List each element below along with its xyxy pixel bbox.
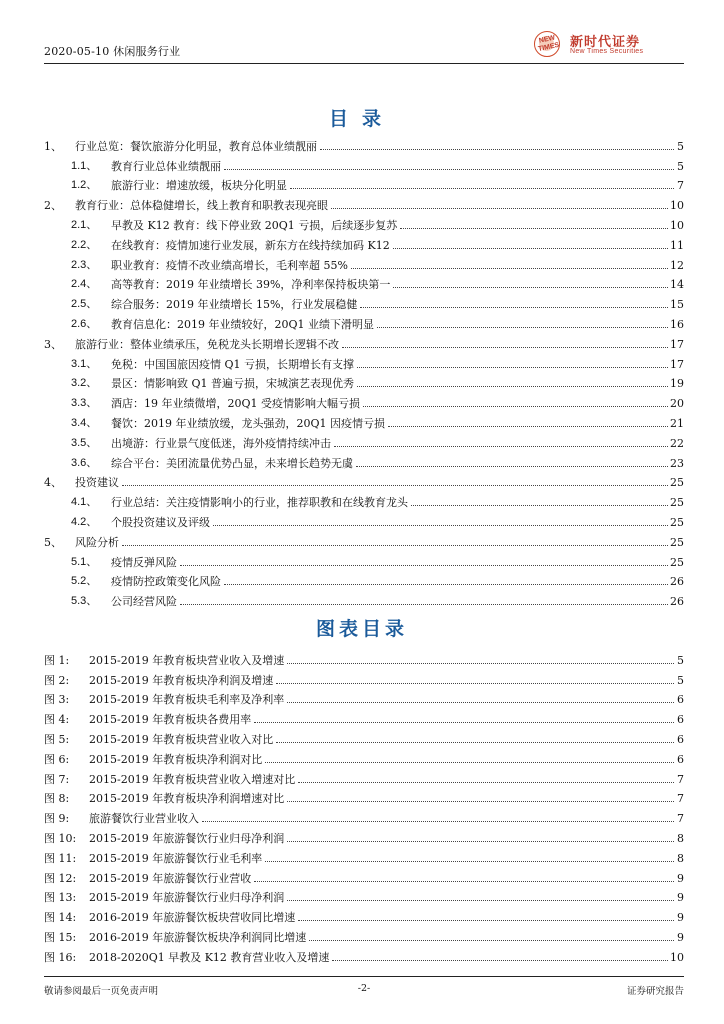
entry-number: 3.5、 (71, 436, 98, 449)
toc-entry[interactable] (44, 549, 684, 569)
dot-leader (180, 604, 668, 605)
entry-label: 旅游餐饮行业营业收入 (89, 812, 199, 826)
toc-entry[interactable] (44, 569, 684, 589)
entry-page: 5 (677, 653, 684, 667)
figure-entry[interactable] (44, 647, 684, 667)
logo-english-name: New Times Securities (570, 48, 644, 55)
dot-leader (393, 287, 668, 288)
dot-leader (400, 228, 668, 229)
entry-number: 3.3、 (71, 397, 98, 410)
entry-number: 2.5、 (71, 298, 98, 311)
toc-entry[interactable] (44, 509, 684, 529)
figure-entry[interactable] (44, 885, 684, 905)
figure-entry[interactable] (44, 706, 684, 726)
entry-number: 3.2、 (71, 377, 98, 390)
entry-number: 图 7: (44, 772, 70, 786)
entry-number: 4.1、 (71, 496, 98, 509)
entry-label: 高等教育：2019 年业绩增长 39%，净利率保持板块第一 (111, 278, 391, 292)
toc-entry[interactable] (44, 252, 684, 272)
toc-entry[interactable] (44, 331, 684, 351)
entry-label: 教育行业：总体稳健增长，线上教育和职教表现亮眼 (75, 199, 328, 213)
toc-entry[interactable] (44, 588, 684, 608)
entry-label: 风险分析 (75, 535, 119, 549)
entry-label: 行业总结：关注疫情影响小的行业，推荐职教和在线教育龙头 (111, 496, 408, 510)
toc-entry[interactable] (44, 371, 684, 391)
entry-page: 6 (677, 693, 684, 707)
footer-page-number: -2- (357, 983, 371, 994)
entry-page: 6 (677, 752, 684, 766)
entry-page: 9 (677, 911, 684, 925)
entry-page: 8 (677, 851, 684, 865)
dot-leader (254, 722, 674, 723)
entry-page: 10 (670, 199, 684, 213)
entry-label: 出境游：行业景气度低迷，海外疫情持续冲击 (111, 436, 331, 450)
figure-entry[interactable] (44, 687, 684, 707)
entry-label: 酒店：19 年业绩微增，20Q1 受疫情影响大幅亏损 (111, 397, 361, 411)
dot-leader (202, 821, 674, 822)
dot-leader (122, 485, 668, 486)
entry-label: 早教及 K12 教育：线下停业致 20Q1 亏损，后续逐步复苏 (111, 218, 398, 232)
entry-page: 21 (670, 416, 684, 430)
dot-leader (287, 702, 674, 703)
entry-label: 疫情防控政策变化风险 (111, 575, 221, 589)
entry-label: 2015-2019 年旅游餐饮行业归母净利润 (89, 831, 285, 845)
entry-label: 教育信息化：2019 年业绩较好，20Q1 业绩下滑明显 (111, 317, 374, 331)
entry-label: 2015-2019 年教育板块营业收入对比 (89, 732, 274, 746)
entry-number: 图 12: (44, 871, 77, 885)
dot-leader (377, 327, 668, 328)
dot-leader (298, 920, 674, 921)
entry-page: 5 (677, 159, 684, 173)
entry-label: 行业总览：餐饮旅游分化明显，教育总体业绩靓丽 (75, 139, 317, 153)
entry-page: 10 (670, 950, 684, 964)
dot-leader (309, 940, 674, 941)
toc-entry[interactable] (44, 291, 684, 311)
entry-page: 23 (670, 456, 684, 470)
entry-page: 15 (670, 298, 684, 312)
dot-leader (276, 742, 674, 743)
dot-leader (213, 525, 668, 526)
page-header (44, 30, 684, 64)
dot-leader (332, 960, 668, 961)
entry-number: 2.2、 (71, 238, 98, 251)
entry-page: 12 (670, 258, 684, 272)
dot-leader (360, 307, 668, 308)
entry-number: 1.2、 (71, 179, 98, 192)
dot-leader (334, 446, 668, 447)
figure-entry[interactable] (44, 766, 684, 786)
entry-number: 3.1、 (71, 357, 98, 370)
dot-leader (287, 663, 674, 664)
entry-number: 图 10: (44, 831, 77, 845)
dot-leader (265, 861, 674, 862)
entry-number: 图 8: (44, 792, 70, 806)
toc-entry[interactable] (44, 390, 684, 410)
dot-leader (276, 683, 674, 684)
entry-page: 6 (677, 732, 684, 746)
figure-entry[interactable] (44, 786, 684, 806)
entry-page: 19 (670, 377, 684, 391)
figure-entry[interactable] (44, 845, 684, 865)
entry-label: 2015-2019 年旅游餐饮行业营收 (89, 871, 252, 885)
page-footer (44, 976, 684, 996)
entry-number: 3.4、 (71, 416, 98, 429)
entry-label: 综合平台：美团流量优势凸显，未来增长趋势无虞 (111, 456, 353, 470)
dot-leader (287, 801, 674, 802)
entry-page: 7 (677, 772, 684, 786)
entry-label: 在线教育：疫情加速行业发展，新东方在线持续加码 K12 (111, 238, 390, 252)
toc-entry[interactable] (44, 133, 684, 153)
dot-leader (254, 881, 674, 882)
figure-entry[interactable] (44, 865, 684, 885)
entry-page: 16 (670, 317, 684, 331)
entry-label: 2015-2019 年教育板块净利润增速对比 (89, 792, 285, 806)
entry-page: 5 (677, 673, 684, 687)
entry-page: 17 (670, 337, 684, 351)
entry-number: 图 6: (44, 752, 70, 766)
entry-page: 20 (670, 397, 684, 411)
entry-number: 3、 (44, 337, 62, 351)
entry-label: 教育行业总体业绩靓丽 (111, 159, 221, 173)
dot-leader (180, 565, 668, 566)
entry-page: 25 (670, 476, 684, 490)
entry-label: 2016-2019 年旅游餐饮板块营收同比增速 (89, 911, 296, 925)
dot-leader (356, 466, 668, 467)
entry-page: 11 (670, 238, 684, 252)
entry-page: 8 (677, 831, 684, 845)
entry-label: 免税：中国国旅因疫情 Q1 亏损，长期增长有支撑 (111, 357, 355, 371)
dot-leader (265, 762, 674, 763)
figure-entry[interactable] (44, 726, 684, 746)
entry-label: 2015-2019 年教育板块净利润对比 (89, 752, 263, 766)
toc-entry[interactable] (44, 212, 684, 232)
toc-entry[interactable] (44, 153, 684, 173)
company-logo (534, 30, 684, 62)
dot-leader (122, 545, 668, 546)
entry-label: 2015-2019 年教育板块营业收入及增速 (89, 653, 285, 667)
figure-list-title: 图表目录 (315, 618, 408, 640)
figure-entry[interactable] (44, 904, 684, 924)
figure-entry[interactable] (44, 667, 684, 687)
entry-label: 个股投资建议及评级 (111, 515, 210, 529)
entry-page: 9 (677, 930, 684, 944)
entry-number: 2.3、 (71, 258, 98, 271)
entry-number: 图 14: (44, 911, 77, 925)
figure-entry[interactable] (44, 746, 684, 766)
figure-entry[interactable] (44, 825, 684, 845)
entry-page: 25 (670, 555, 684, 569)
entry-number: 5.2、 (71, 575, 98, 588)
toc-entry[interactable] (44, 232, 684, 252)
entry-page: 17 (670, 357, 684, 371)
entry-page: 26 (670, 595, 684, 609)
dot-leader (363, 406, 668, 407)
entry-label: 投资建议 (75, 476, 119, 490)
entry-label: 2015-2019 年教育板块各费用率 (89, 713, 252, 727)
toc-entry[interactable] (44, 192, 684, 212)
toc-entry[interactable] (44, 410, 684, 430)
entry-number: 5.1、 (71, 555, 98, 568)
entry-page: 7 (677, 179, 684, 193)
entry-label: 旅游行业：增速放缓，板块分化明显 (111, 179, 287, 193)
dot-leader (224, 584, 668, 585)
entry-label: 2015-2019 年旅游餐饮行业毛利率 (89, 851, 263, 865)
dot-leader (411, 505, 668, 506)
entry-number: 图 2: (44, 673, 70, 687)
entry-page: 26 (670, 575, 684, 589)
entry-number: 图 1: (44, 653, 70, 667)
dot-leader (357, 367, 668, 368)
entry-number: 图 9: (44, 812, 70, 826)
entry-number: 3.6、 (71, 456, 98, 469)
entry-number: 1.1、 (71, 159, 98, 172)
dot-leader (290, 188, 674, 189)
entry-number: 图 15: (44, 930, 77, 944)
toc-entry[interactable] (44, 450, 684, 470)
entry-page: 9 (677, 871, 684, 885)
logo-mark-text: NEW TIMES (537, 34, 560, 54)
figure-entry[interactable] (44, 805, 684, 825)
entry-label: 2015-2019 年教育板块净利润及增速 (89, 673, 274, 687)
entry-number: 图 3: (44, 693, 70, 707)
dot-leader (298, 782, 674, 783)
entry-number: 5、 (44, 535, 62, 549)
entry-number: 2、 (44, 199, 62, 213)
entry-page: 9 (677, 891, 684, 905)
entry-number: 2.6、 (71, 317, 98, 330)
dot-leader (287, 841, 674, 842)
entry-label: 景区：情影响致 Q1 普遍亏损，宋城演艺表现优秀 (111, 377, 355, 391)
entry-label: 2018-2020Q1 早教及 K12 教育营业收入及增速 (89, 950, 330, 964)
dot-leader (388, 426, 668, 427)
entry-label: 公司经营风险 (111, 595, 177, 609)
entry-label: 2015-2019 年教育板块营业收入增速对比 (89, 772, 296, 786)
toc-entry[interactable] (44, 430, 684, 450)
dot-leader (320, 149, 674, 150)
toc-entry[interactable] (44, 489, 684, 509)
entry-number: 图 13: (44, 891, 77, 905)
entry-number: 图 16: (44, 950, 77, 964)
entry-page: 7 (677, 812, 684, 826)
entry-page: 25 (670, 535, 684, 549)
entry-number: 图 5: (44, 732, 70, 746)
entry-page: 25 (670, 515, 684, 529)
entry-number: 2.4、 (71, 278, 98, 291)
entry-page: 10 (670, 218, 684, 232)
toc-entry[interactable] (44, 351, 684, 371)
dot-leader (287, 900, 674, 901)
entry-number: 4、 (44, 476, 62, 490)
dot-leader (331, 208, 668, 209)
header-date-sector: 2020-05-10 休闲服务行业 (44, 45, 181, 58)
toc-entry[interactable] (44, 173, 684, 193)
dot-leader (342, 347, 668, 348)
footer-disclaimer: 敬请参阅最后一页免责声明 (44, 986, 159, 997)
entry-number: 图 11: (44, 851, 77, 865)
table-of-contents (44, 133, 684, 608)
entry-page: 22 (670, 436, 684, 450)
entry-page: 14 (670, 278, 684, 292)
logo-chinese-name: 新时代证券 (570, 35, 641, 50)
entry-label: 旅游行业：整体业绩承压，免税龙头长期增长逻辑不改 (75, 337, 339, 351)
footer-report-type: 证券研究报告 (626, 986, 684, 997)
toc-entry[interactable] (44, 470, 684, 490)
entry-label: 2016-2019 年旅游餐饮板块净利润同比增速 (89, 930, 307, 944)
figure-entry[interactable] (44, 944, 684, 964)
dot-leader (224, 169, 674, 170)
entry-label: 2015-2019 年旅游餐饮行业归母净利润 (89, 891, 285, 905)
dot-leader (357, 386, 668, 387)
entry-number: 4.2、 (71, 515, 98, 528)
entry-page: 25 (670, 496, 684, 510)
entry-page: 5 (677, 139, 684, 153)
dot-leader (393, 248, 668, 249)
toc-entry[interactable] (44, 311, 684, 331)
entry-label: 餐饮：2019 年业绩放缓，龙头强劲，20Q1 因疫情亏损 (111, 416, 385, 430)
entry-number: 2.1、 (71, 218, 98, 231)
figure-entry[interactable] (44, 924, 684, 944)
entry-number: 1、 (44, 139, 62, 153)
entry-page: 6 (677, 713, 684, 727)
toc-title: 目录 (328, 108, 395, 130)
entry-label: 职业教育：疫情不改业绩高增长，毛利率超 55% (111, 258, 348, 272)
entry-label: 疫情反弹风险 (111, 555, 177, 569)
entry-number: 5.3、 (71, 595, 98, 608)
figure-list (44, 647, 684, 964)
entry-label: 综合服务：2019 年业绩增长 15%，行业发展稳健 (111, 298, 358, 312)
dot-leader (351, 268, 668, 269)
toc-entry[interactable] (44, 272, 684, 292)
entry-number: 图 4: (44, 713, 70, 727)
entry-label: 2015-2019 年教育板块毛利率及净利率 (89, 693, 285, 707)
entry-page: 7 (677, 792, 684, 806)
toc-entry[interactable] (44, 529, 684, 549)
